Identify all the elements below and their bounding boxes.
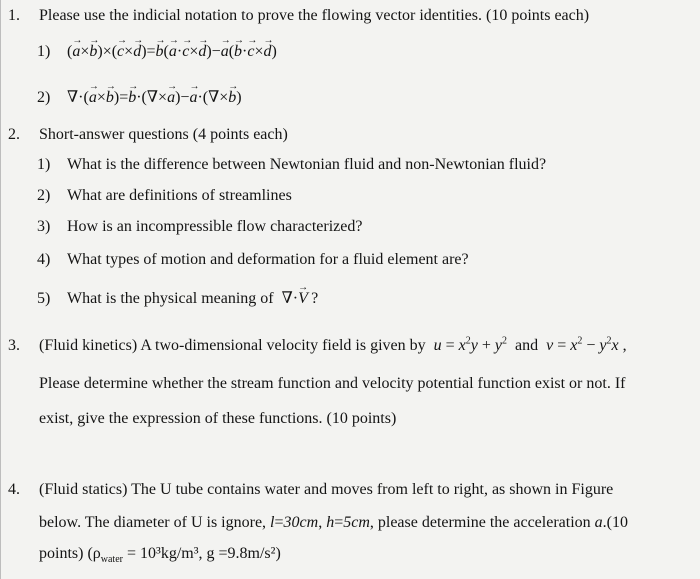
q2-item-4-number: 4): [37, 251, 51, 268]
q1-sub1-formula: (→ a×→ b)×(→ c×→ d)=→ b(→ a·→ c×→ d)−→ a(→ b·→ c×→ d): [67, 42, 277, 62]
acceleration-symbol: a: [594, 514, 603, 531]
q4-line-2c: (10: [606, 514, 628, 531]
q3-line-1-text: (Fluid kinetics) A two-dimensional velocity field is given by: [39, 337, 426, 354]
q3-and: and: [515, 337, 539, 354]
q4-line-2b: please determine the acceleration: [377, 514, 591, 531]
q2-item-2-number: 2): [37, 187, 51, 204]
q4-line-2a: below. The diameter of U is ignore,: [39, 514, 267, 531]
q1-text: Please use the indicial notation to prove the flowing vector identities. (10 points each): [39, 7, 590, 24]
tube-length: l=30cm,: [270, 514, 323, 531]
q4-line-2: below. The diameter of U is ignore, l=30cm, h=5cm, please determine the acceleration a.(10: [39, 514, 628, 531]
q2-item-2-text: What are definitions of streamlines: [67, 187, 292, 204]
tube-height: h=5cm,: [326, 514, 374, 531]
q3-line-1: (Fluid kinetics) A two-dimensional velocity field is given by $u = x^2y + y^2$ and $v = x^2 - y^2x$ ,: [39, 335, 627, 354]
q3-line-2: Please determine whether the stream function and velocity potential function exist or not. If: [39, 375, 626, 392]
q2-item-5-text: What is the physical meaning of: [67, 290, 274, 307]
q2-item-5-line: [67, 289, 318, 309]
q4-number: 4.: [8, 481, 20, 498]
q1-sub1-number: 1): [37, 43, 51, 60]
q1-sub2-number: 2): [37, 89, 51, 106]
q1-number: 1.: [8, 7, 20, 24]
q2-item-1-number: 1): [37, 156, 51, 173]
q4-line-3b: 10³kg/m³, g =9.8m/s²: [140, 545, 276, 562]
q1-sub2-formula: ∇·(→ a×→ b)=→ b·(∇×→ a)−→ a·(∇×→ b): [67, 88, 242, 108]
divergence-formula: ∇·→ V ?: [282, 290, 319, 307]
q2-item-5-number: 5): [37, 290, 51, 307]
q3-number: 3.: [8, 337, 20, 354]
q4-line-1: (Fluid statics) The U tube contains water and moves from left to right, as shown in Figure: [39, 481, 614, 498]
q2-number: 2.: [8, 126, 20, 143]
q2-item-3-number: 3): [37, 218, 51, 235]
q2-text: Short-answer questions (4 points each): [39, 126, 288, 143]
q2-item-1-text: What is the difference between Newtonian fluid and non-Newtonian fluid?: [67, 156, 547, 173]
q4-line-3: points) ($\rho_{water} = 10^3kg/m^3$, g =9.8m/s²): [39, 545, 281, 566]
velocity-v-formula: v: [546, 337, 554, 354]
q4-line-3a: points): [39, 545, 84, 562]
q2-item-4-text: What types of motion and deformation for a fluid element are?: [67, 251, 469, 268]
velocity-u-formula: u: [433, 337, 442, 354]
q3-line-3: exist, give the expression of these functions. (10 points): [39, 410, 397, 427]
q2-item-3-text: How is an incompressible flow characterized?: [67, 218, 363, 235]
